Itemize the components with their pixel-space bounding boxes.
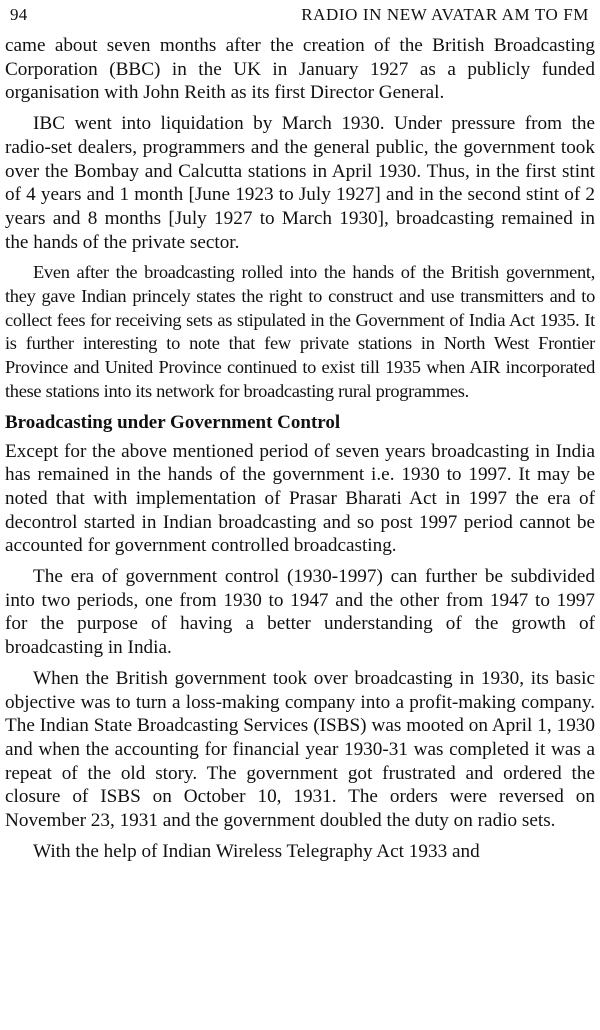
paragraph-continuation: came about seven months after the creation of the British Broadcasting Corporation (BBC) in the UK in January 1927 as a publicly funded organisation with John Reith as its first Director General. xyxy=(5,35,595,104)
paragraph-ibc-liquidation: IBC went into liquidation by March 1930. Under pressure from the radio-set dealers, programmers and the general public, the government took over the Bombay and Calcutta stations in April 1930. Thus, in the first stint of 4 years and 1 month [June 1923 to July 1927] and in the second stint of 2 years and 8 months [July 1927 to March 1930], broadcasting remained in the hands of the private sector. xyxy=(5,113,595,253)
paragraph-wireless-act: With the help of Indian Wireless Telegraphy Act 1933 and xyxy=(33,840,480,862)
paragraph-government-period: Except for the above mentioned period of seven years broadcasting in India has remained in the hands of the government i.e. 1930 to 1997. It may be noted that with implementation of Prasar Bharati Act in 1997 the era of decontrol started in Indian broadcasting and so post 1997 period cannot be accounted for government controlled broadcasting. xyxy=(5,440,595,557)
body-text xyxy=(5,34,595,864)
section-heading: Broadcasting under Government Control xyxy=(5,411,341,433)
paragraph-era-subdivision: The era of government control (1930-1997) can further be subdivided into two periods, one from 1930 to 1947 and the other from 1947 to 1997 for the purpose of having a better understanding of the growth of broadcasting in India. xyxy=(5,566,595,659)
paragraph-princely-states: Even after the broadcasting rolled into the hands of the British government, they gave Indian princely states the right to construct and use transmitters and to collect fees for receiving sets as stipulated in the Government of India Act 1935. It is further interesting to note that few private stations in North West Frontier Province and United Province continued to exist till 1935 when AIR incorporated these stations into its network for broadcasting rural programmes. xyxy=(5,262,595,401)
page-header xyxy=(5,0,595,34)
page-number: 94 xyxy=(10,5,28,24)
running-head: RADIO IN NEW AVATAR AM TO FM xyxy=(301,5,589,24)
paragraph-isbs: When the British government took over broadcasting in 1930, its basic objective was to turn a loss-making company into a profit-making company. The Indian State Broadcasting Services (ISBS) was mooted on April 1, 1930 and when the accounting for financial year 1930-31 was completed it was a repeat of the old story. The government got frustrated and ordered the closure of ISBS on October 10, 1931. The orders were reversed on November 23, 1931 and the government doubled the duty on radio sets. xyxy=(5,667,595,832)
